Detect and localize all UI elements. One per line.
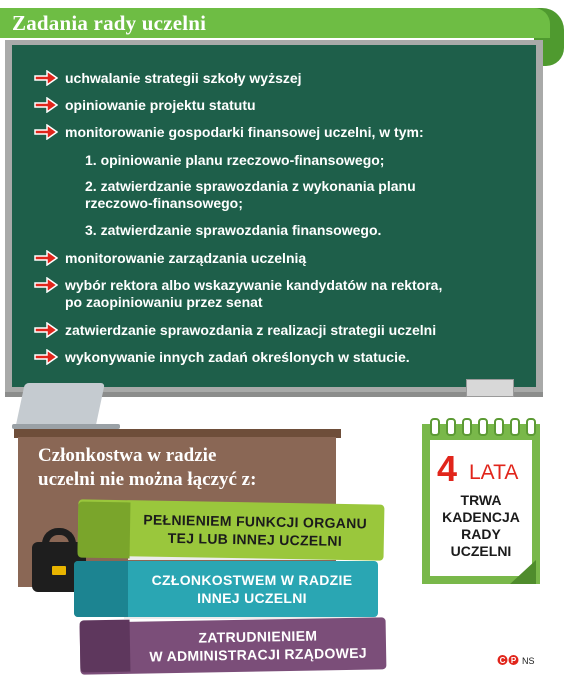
book-spine [74,561,128,617]
bag-clasp [52,566,66,575]
calendar-ring-icon [446,418,456,436]
desk-heading-line: Członkostwa w radzie [38,445,217,466]
arrow-icon [34,277,58,293]
svg-text:C: C [499,656,506,665]
calendar-page-curl [510,560,536,584]
board-item: monitorowanie gospodarki finansowej uczelni, w tym: [65,124,424,140]
book-1-label [126,510,385,550]
book-spine [78,502,131,559]
board-item: monitorowanie zarządzania uczelnią [65,250,307,266]
book-label-line: ZATRUDNIENIEM [198,627,318,646]
board-item: zatwierdzanie sprawozdania z realizacji strategii uczelni [65,322,437,338]
book-2-label [126,571,378,607]
board-item: wybór rektora albo wskazywanie kandydatów na rektora, [65,277,443,293]
page-title: Zadania rady uczelni [12,11,207,35]
credit: NS [522,656,535,666]
calendar-ring-icon [510,418,520,436]
desk-heading-line: uczelni nie można łączyć z: [38,469,257,490]
laptop-icon [15,383,105,429]
board-subitem: 2. zatwierdzanie sprawozdania z wykonania planu [85,178,416,194]
book-3-label [130,625,387,665]
board-subitem: rzeczowo-finansowego; [85,195,243,211]
desk-heading [38,444,338,492]
eraser-icon [466,379,514,397]
board-subitem: 3. zatwierdzanie sprawozdania finansowego. [85,222,382,238]
book-label-line: TEJ LUB INNEJ UCZELNI [167,529,343,549]
arrow-icon [34,70,58,86]
board-subitem: 1. opiniowanie planu rzeczowo-finansowego; [85,152,385,168]
calendar-text-line: RADY [461,526,501,542]
board-item-continued: po zaopiniowaniu przez senat [65,294,263,310]
book-label-line: CZŁONKOSTWEM W RADZIE [151,572,353,588]
arrow-icon [34,322,58,338]
book-spine [80,620,131,673]
board-item: opiniowanie projektu statutu [65,97,256,113]
board-item: uchwalanie strategii szkoły wyższej [65,70,302,86]
calendar-ring-icon [430,418,440,436]
arrow-icon [34,250,58,266]
calendar-text-line: UCZELNI [450,543,512,559]
board-item: wykonywanie innych zadań określonych w statucie. [65,349,410,365]
arrow-icon [34,349,58,365]
arrow-icon [34,97,58,113]
calendar-ring-icon [526,418,536,436]
arrow-icon [34,124,58,140]
calendar-ring-icon [478,418,488,436]
calendar-unit: LATA [469,461,519,484]
calendar-ring-icon [462,418,472,436]
calendar-text-line: KADENCJA [442,509,520,525]
calendar-text-line: TRWA [460,492,502,508]
calendar-text [430,492,532,560]
book-label-line: INNEJ UCZELNI [197,590,307,606]
calendar-ring-icon [494,418,504,436]
calendar-number: 4 [437,448,458,489]
svg-text:P: P [510,656,517,665]
book-label-line: W ADMINISTRACJI RZĄDOWEJ [149,644,367,665]
book-label-line: PEŁNIENIEM FUNKCJI ORGANU [143,511,368,532]
copyright-logo-icon [497,654,519,666]
